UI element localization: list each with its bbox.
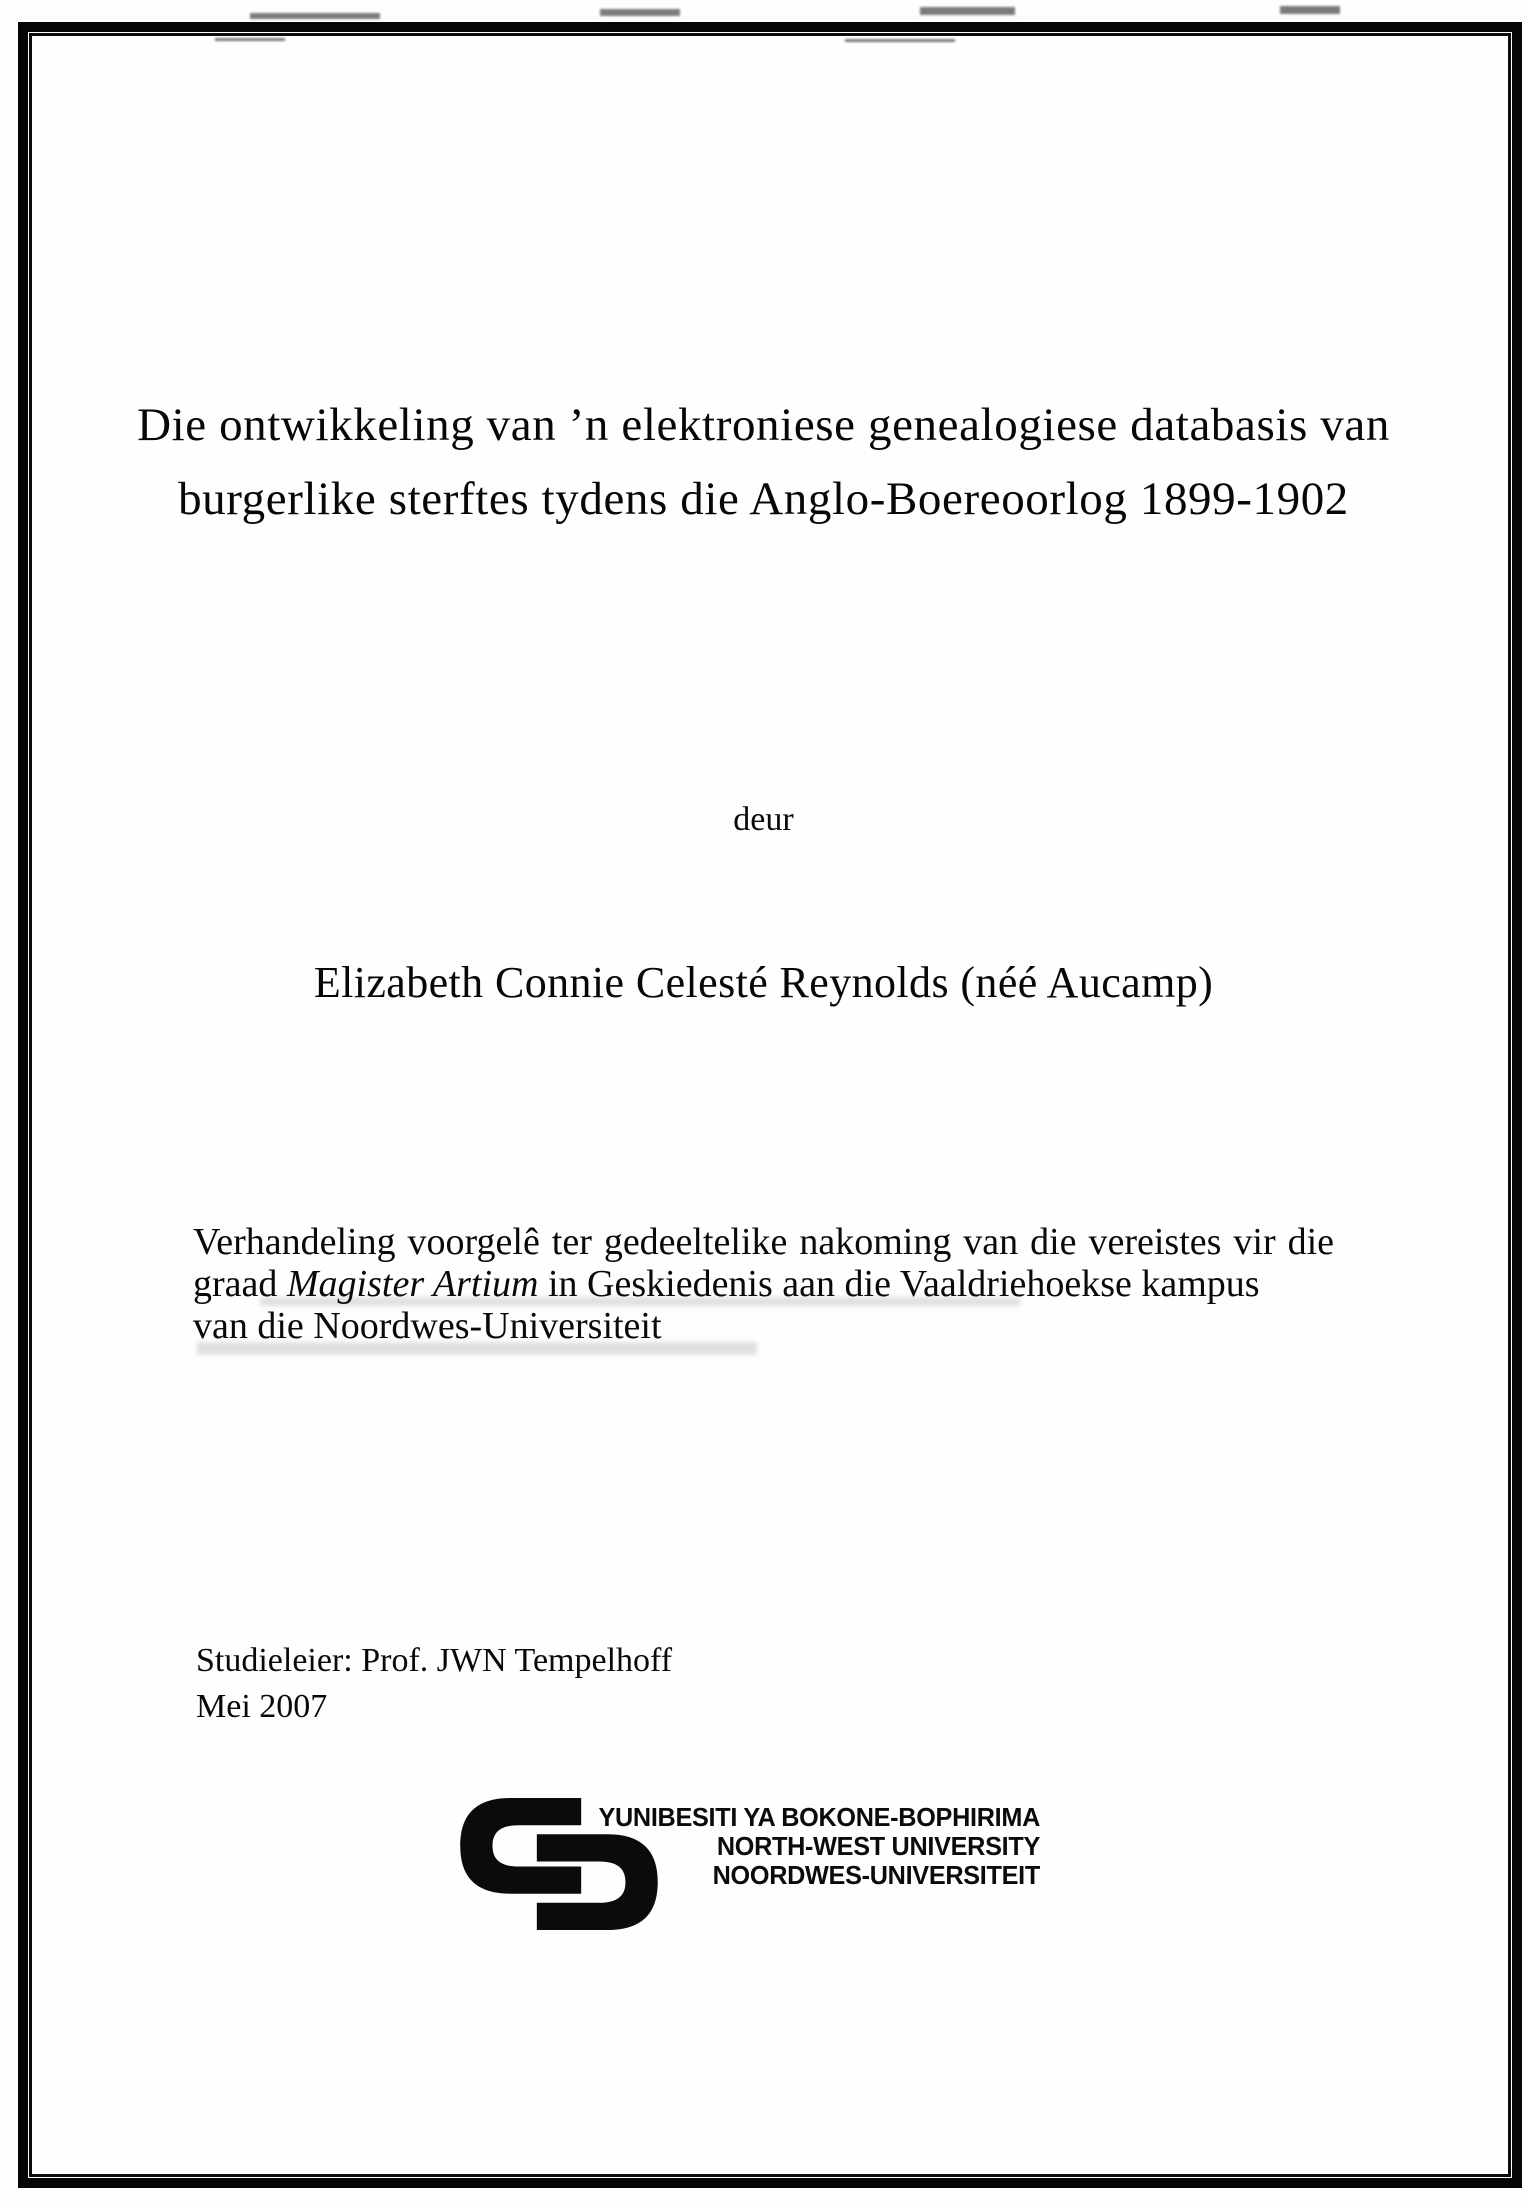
thesis-title <box>60 388 1467 536</box>
author-name: Elizabeth Connie Celesté Reynolds (néé Aucamp) <box>313 958 1214 1007</box>
statement-line2-post: in Geskiedenis aan die Vaaldriehoekse kampus <box>538 1263 1260 1305</box>
university-logo <box>458 1793 1048 1943</box>
byline-label: deur <box>733 801 794 838</box>
statement-line2-pre: graad <box>193 1263 287 1305</box>
degree-name: Magister Artium <box>286 1263 539 1305</box>
logo-line-english: NORTH-WEST UNIVERSITY <box>716 1831 1040 1861</box>
statement-line1: Verhandeling voorgelê ter gedeeltelike nakoming van die vereistes vir die <box>193 1221 1334 1263</box>
thesis-statement <box>193 1221 1334 1347</box>
scan-artifact <box>600 9 680 16</box>
scan-artifact <box>1280 6 1340 14</box>
date-line: Mei 2007 <box>196 1688 328 1725</box>
logo-line-setswana: YUNIBESITI YA BOKONE-BOPHIRIMA <box>598 1802 1040 1832</box>
statement-line2 <box>193 1263 1334 1305</box>
thesis-title-line2: burgerlike sterftes tydens die Anglo-Boereoorlog 1899-1902 <box>178 473 1349 525</box>
university-logo-text <box>584 1803 1040 1890</box>
scan-artifact <box>920 7 1015 15</box>
supervisor-line: Studieleier: Prof. JWN Tempelhoff <box>196 1642 673 1679</box>
supervisor-block <box>196 1638 672 1730</box>
statement-line3: van die Noordwes-Universiteit <box>193 1305 662 1347</box>
logo-line-afrikaans: NOORDWES-UNIVERSITEIT <box>712 1860 1040 1890</box>
thesis-title-line1: Die ontwikkeling van ’n elektroniese genealogiese databasis van <box>137 399 1390 451</box>
scan-artifact <box>250 13 380 19</box>
